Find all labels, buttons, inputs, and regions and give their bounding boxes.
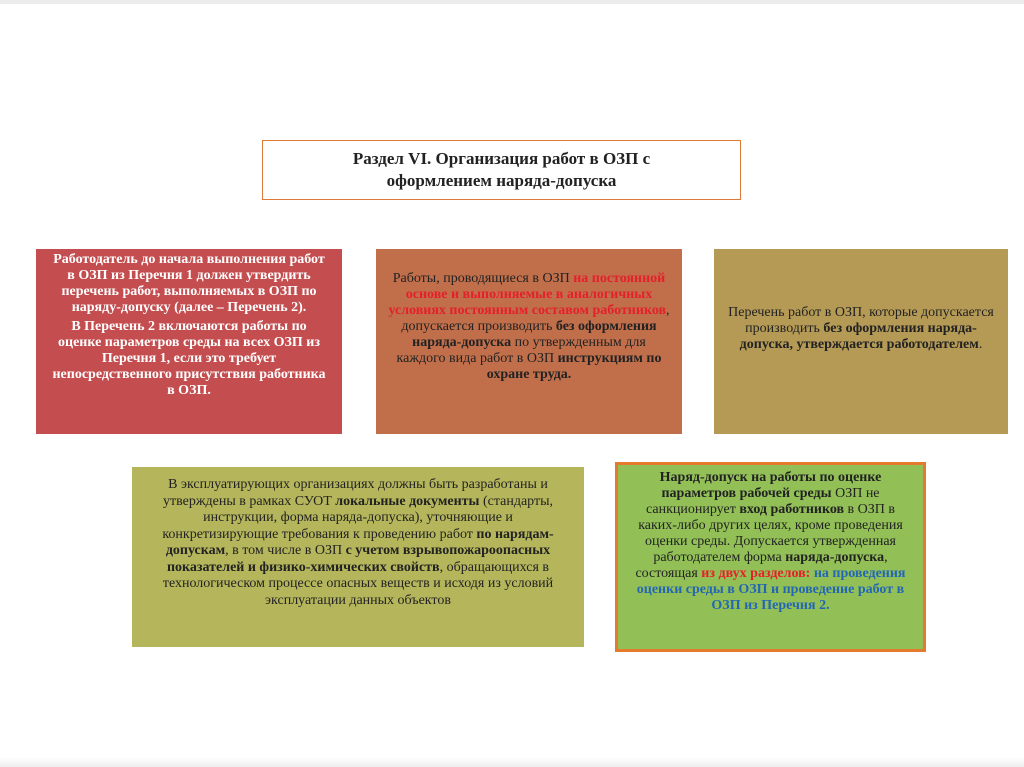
employer-approval-text: Работодатель до начала выполнения работ в ОЗП из Перечня 1 должен утвердить перечень работ, выполняемых в ОЗП по наряду-допуску (далее – Перечень 2). [53, 252, 325, 315]
permits-bold: по нарядам-допускам [165, 526, 554, 558]
safety-instructions-bold: инструкциям по охране труда. [486, 351, 662, 382]
local-docs-text: В эксплуатирующих организациях должны быть разработаны и утверждены в рамках СУОТ [162, 477, 548, 509]
no-permit-bold: без оформления наряда-допуска [412, 319, 657, 350]
section-title-line1: Раздел VI. Организация работ в ОЗП с [352, 149, 651, 168]
assessment-text-3: , состоящая [635, 550, 888, 581]
local-docs-text-3: , в том числе в ОЗП [225, 543, 346, 558]
assessment-permit-bold: Наряд-допуск на работы по оценке параметров рабочей среды [659, 470, 882, 501]
environment-assessment-box [615, 462, 926, 652]
permanent-works-text-2: , допускается производить [401, 303, 670, 334]
two-sections-highlight: из двух разделов: [701, 566, 811, 581]
works-list-text: Перечень работ в ОЗП, которые допускается производить [728, 305, 994, 336]
works-list-period: . [978, 337, 983, 352]
assessment-text-2: в ОЗП в каких-либо других целях, кроме проведения оценки среды. Допускается утвержденная работодателем форма [638, 502, 903, 565]
works-list-box [714, 249, 1008, 434]
slide-top-edge [0, 0, 1024, 4]
permanent-works-highlight: на постоянной основе и выполняемые в аналогичных условиях постоянным составом работников [388, 271, 667, 318]
section-title-box [262, 140, 741, 200]
local-docs-text-2: (стандарты, инструкции, форма наряда-допуска), уточняющие и конкретизирующие требования к проведению работ [162, 493, 554, 542]
slide-bottom-edge [0, 757, 1024, 767]
hazard-properties-bold: с учетом взрывопожароопасных показателей и физико-химических свойств [166, 543, 551, 575]
permit-form-bold: наряда-допуска [785, 550, 885, 565]
assessment-text: ОЗП не санкционирует [645, 486, 880, 517]
section-title-line2: оформлением наряда-допуска [386, 171, 617, 190]
local-docs-text-4: , обращающихся в технологическом процессе опасных веществ и исходя из условий эксплуатации данных объектов [162, 559, 554, 608]
permanent-works-box [376, 249, 682, 434]
permanent-works-text: Работы, проводящиеся в ОЗП [392, 271, 574, 286]
section-title [353, 148, 650, 192]
permanent-works-text-3: по утвержденным для каждого вида работ в ОЗП [396, 335, 646, 366]
sections-description-highlight: на проведения оценки среды в ОЗП и проведение работ в ОЗП из Перечня 2. [636, 566, 906, 613]
works-list-bold: без оформления наряда-допуска, утверждается работодателем [739, 321, 979, 352]
local-docs-bold: локальные документы [335, 493, 480, 509]
worker-entry-bold: вход работников [739, 502, 845, 517]
local-documents-box [132, 467, 584, 647]
list2-inclusion-text: В Перечень 2 включаются работы по оценке параметров среды на всех ОЗП из Перечня 1, если это требует непосредственного присутствия работника в ОЗП. [52, 319, 326, 398]
employer-approval-box [36, 249, 342, 434]
